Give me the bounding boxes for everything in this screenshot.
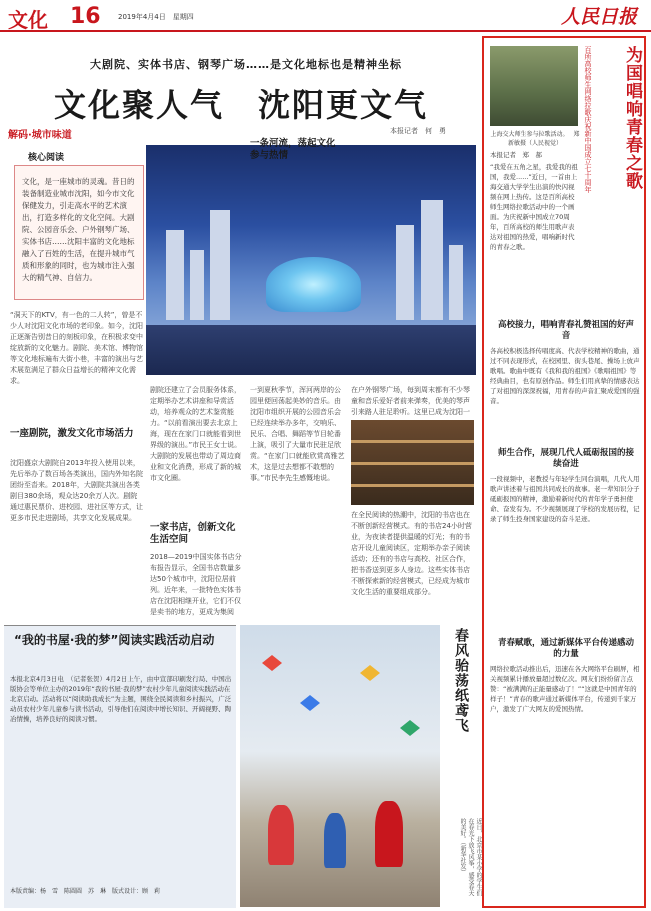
kite-photo: [240, 625, 440, 907]
editor-credits: 本版责编：杨 雪 陈圆圆 苏 琳 版式设计：顾 莉: [10, 888, 161, 895]
sidebar-sub3-heading: 青春赋歌，通过新媒体平台传递感动的力量: [497, 638, 634, 659]
kite-shape: [262, 655, 282, 671]
sidebar-text2: 一段视频中，老教授与年轻学生同台演唱，几代人用歌声讲述着与祖国共同成长的故事。老一辈知识分子砥砺报国的精神，激励着新时代的青年学子勇担使命、奋发有为。不少视频展现了学校的发展历程，记录了师生投身国家建设的奋斗足迹。: [490, 475, 640, 523]
sidebar-text1: 各高校积极选择传唱度高、代表学校精神的歌曲，通过不同表现形式，在校园里、街头巷尾、操场上放声歌唱。歌曲中既有《我和我的祖国》《歌唱祖国》等经典曲目，也有原创作品。师生们用真挚的情感表达了对祖国的深深祝福，用青春的声音汇聚成爱国的强音。: [490, 347, 640, 405]
kite-shape: [300, 695, 320, 711]
lead-kicker: 大剧院、实体书店、钢琴广场……是文化地标也是精神坐标: [90, 58, 402, 71]
sidebar-article: [482, 36, 646, 908]
kite-title: 春风骀荡纸鸢飞: [453, 628, 469, 733]
sidebar-intro-text: “我爱在五角之星，我爱我的祖国，我爱......”近日，一首由上海交通大学学生出演的快闪视频在网上热传。这是百所高校师生网络拉歌活动中的一个画面。为庆祝新中国成立70周年，百所高校的师生用歌声表达对祖国的热爱，唱响新时代的青春之歌。: [490, 163, 578, 251]
child-figure: [324, 813, 346, 868]
campaign-headline: “我的书屋·我的梦”阅读实践活动启动: [14, 633, 215, 647]
section-label: 解码·城市味道: [8, 130, 72, 141]
bookstore-photo: [351, 420, 474, 505]
photo-water: [146, 325, 476, 375]
photo-shelf: [351, 462, 474, 465]
sidebar-title: 为国唱响青春之歌: [622, 46, 642, 190]
lead-article: [6, 40, 476, 620]
photo-building: [421, 200, 443, 320]
col1b-text: 沈阳盛京大剧院自2013年投入使用以来，先后举办了数百场各类演出，国内外知名院团纷至沓来。2018年，大剧院共演出各类剧目380余场，观众达20余万人次。剧院通过惠民票价、进校园、进社区等方式，让更多市民走进剧场，共享文化发展成果。: [10, 459, 143, 522]
col2b-text: 2018—2019中国实体书店分布报告显示，全国书店数量多达50个城市中，沈阳位居前列。近年来，一批特色实体书店在沈阳相继开业，它们不仅是卖书的地方，更成为集阅: [150, 553, 242, 616]
sidebar-sub2-heading: 师生合作，展现几代人砥砺报国的接续奋进: [497, 448, 634, 469]
col3b-text: 在户外钢琴广场，每到周末都有不少琴童和音乐爱好者前来弹奏，优美的琴声引来路人驻足聆听。这里已成为沈阳一: [351, 386, 470, 415]
section-name: 文化: [8, 8, 48, 32]
kite-shape: [360, 665, 380, 681]
lead-byline: 本报记者 何 勇: [390, 127, 446, 135]
page-number: 16: [70, 4, 101, 29]
newspaper-logo: 人民日报: [560, 6, 637, 28]
col1-text: “洞天下的KTV，有一色的二人转”，曾是不少人对沈阳文化市场的老印象。如今，沈阳正逐渐告别昔日的刻板印象，在积极求变中绽放新的文化魅力。剧院、美术馆、博物馆等文化地标遍布大街小巷，丰富的演出与艺术展览满足了群众日益增长的精神文化需求。: [10, 311, 143, 385]
kite-shape: [400, 720, 420, 736]
core-reading-text: 文化，是一座城市的灵魂。昔日的装备制造业城市沈阳，如今市文化保健发力，引走高水平的艺术演出，打造多样化的文化空间。大剧院、公园音乐会、户外钢琴广场、实体书店……沈阳丰富的文化地标融入了百姓的生活，在提升城市气质和形象的同时，也为城市注入强大的精气神、自信力。: [22, 177, 135, 282]
sub3-heading: 一条河流，荡起文化参与热情: [250, 138, 336, 161]
photo-building: [210, 210, 230, 320]
sidebar-sub1-heading: 高校接力，唱响青春礼赞祖国的好声音: [497, 320, 634, 341]
photo-shelf: [351, 440, 474, 443]
students-singing-photo: [490, 46, 578, 126]
sidebar-byline: 本报记者 郑 郝: [490, 151, 542, 159]
col3-text: 一到夏秋季节，浑河两岸的公园里便回荡起美妙的音乐。由沈阳市组织开展的公园音乐会已经连续举办多年，交响乐、民乐、合唱、舞蹈等节目轮番上演，吸引了大量市民驻足欣赏。“在家门口就能欣赏高雅艺术，这是过去想都不敢想的事。”市民李先生感慨地说。: [250, 386, 345, 482]
col4-text: 在全民阅读的热潮中，沈阳的书店也在不断创新经营模式。有的书店24小时营业，为夜读者提供温暖的灯光；有的书店开设儿童阅读区，定期举办亲子阅读活动；还有的书店与高校、社区合作，把书香送到更多人身边。这些实体书店不断探索新的经营模式，已经成为城市文化生活的重要组成部分。: [351, 511, 472, 596]
photo-shelf: [351, 484, 474, 487]
photo-building: [190, 250, 204, 320]
child-figure: [268, 805, 294, 865]
sub1-heading: 一座剧院，激发文化市场活力: [10, 428, 134, 439]
core-reading-title: 核心阅读: [28, 153, 65, 163]
theatre-dome: [266, 257, 361, 312]
kite-caption: 近日，北京市某小学的学生们在春光下放飞风筝，感受春天的美好。（新华社发）: [459, 818, 482, 896]
masthead: [0, 0, 651, 32]
sidebar-small-title: 百所高校师生网络拉歌庆祝新中国成立七十周年: [584, 46, 592, 193]
photo-building: [449, 245, 463, 320]
photo-building: [396, 225, 414, 320]
photo-building: [166, 230, 184, 320]
sidebar-text3: 网络拉歌活动推出后，迅速在各大网络平台刷屏，相关视频累计播放量超过数亿次。网友们纷纷留言点赞：“被满满的正能量感动了！”“这就是中国青年的样子！”青春的歌声通过新媒体平台，传递到千家万户，激发了广大网友的爱国热情。: [490, 665, 640, 713]
grand-theatre-photo: [146, 145, 476, 375]
reading-campaign-article: [4, 625, 236, 908]
sidebar-photo-caption: 上海交大师生参与拉歌活动。 郑新敏摄（人民视觉）: [490, 131, 580, 147]
sub2-heading: 一家书店，创新文化生活空间: [150, 522, 236, 545]
col2-text: 剧院还建立了会员服务体系，定期举办艺术讲座和导赏活动，培养观众的艺术鉴赏能力。“以前看演出要去北京上海，现在在家门口就能看到世界级的演出。”市民王女士说。大剧院的发展也带动了周边商业和文化消费，形成了新的城市文化圈。: [150, 386, 242, 482]
lead-headline: 文化聚人气 沈阳更文气: [53, 86, 428, 124]
child-figure: [375, 801, 403, 867]
issue-date: 2019年4月4日 星期四: [118, 13, 194, 21]
campaign-text: 本报北京4月3日电 （记者张贺）4月2日上午，由中宣部印刷发行局、中国出版协会等单位主办的2019年“我的书屋·我的梦”农村少年儿童阅读实践活动在北京启动。活动将以“阅读助我成长”为主题，围绕全民阅读和乡村振兴，广泛动员农村少年儿童参与读书活动，引导他们在阅读中增长知识、开阔视野、陶冶情操，培养良好的阅读习惯。: [10, 675, 232, 723]
